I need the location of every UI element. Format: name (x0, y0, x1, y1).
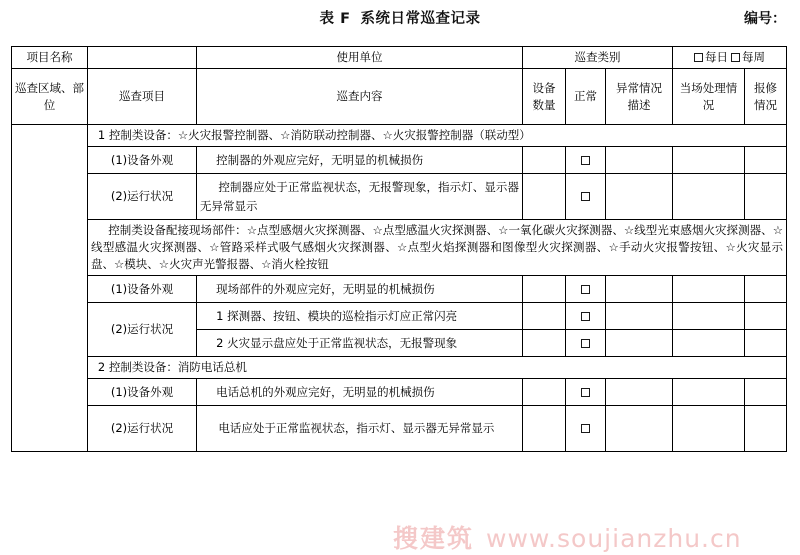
page-title (0, 8, 800, 30)
normal-checkbox-cell[interactable] (566, 330, 606, 357)
section-heading-0 (88, 125, 787, 147)
table-row (12, 303, 787, 330)
inspection-content (197, 406, 523, 452)
header-row-2 (12, 69, 787, 125)
normal-checkbox[interactable] (581, 388, 590, 397)
inspection-content-text: 电话应处于正常监视状态，指示灯、显示器无异常显示 (218, 421, 495, 435)
item-label: 巡查项目 (88, 69, 197, 125)
abnormal-label: 异常情况描述 (606, 69, 673, 125)
abnormal-value[interactable] (606, 174, 673, 220)
normal-checkbox[interactable] (581, 312, 590, 321)
inspection-content (197, 174, 523, 220)
patrol-category-label: 巡查类别 (523, 47, 673, 69)
inspection-item: (2)运行状况 (88, 174, 197, 220)
repair-value[interactable] (745, 303, 787, 330)
repair-label: 报修情况 (745, 69, 787, 125)
daily-checkbox[interactable] (694, 53, 703, 62)
inspection-content: 控制器的外观应完好，无明显的机械损伤 (197, 147, 523, 174)
watermark-brand: 搜建筑 (393, 524, 475, 553)
device-count-value[interactable] (523, 303, 566, 330)
table-row (12, 276, 787, 303)
document-number-label: 编号： (744, 11, 786, 27)
normal-checkbox-cell[interactable] (566, 147, 606, 174)
abnormal-value[interactable] (606, 406, 673, 452)
table-number: 表 F (319, 11, 351, 27)
abnormal-value[interactable] (606, 330, 673, 357)
abnormal-value[interactable] (606, 379, 673, 406)
onsite-value[interactable] (673, 406, 745, 452)
inspection-content: 1 探测器、按钮、模块的巡检指示灯应正常闪亮 (197, 303, 523, 330)
table-row (12, 406, 787, 452)
repair-value[interactable] (745, 147, 787, 174)
normal-checkbox-cell[interactable] (566, 303, 606, 330)
normal-checkbox-cell[interactable] (566, 406, 606, 452)
inspection-item: (1)设备外观 (88, 147, 197, 174)
normal-checkbox-cell[interactable] (566, 174, 606, 220)
onsite-value[interactable] (673, 303, 745, 330)
device-count-value[interactable] (523, 147, 566, 174)
section-heading-text: 控制类设备配接现场部件：☆点型感烟火灾探测器、☆点型感温火灾探测器、☆一氧化碳火灾探测器、☆线型光束感烟火灾探测器、☆线型感温火灾探测器、☆管路采样式吸气感烟火灾探测器、☆点型火焰探测器和图像型火灾探测器、☆手动火灾报警按钮、☆火灾显示盘、☆模块、☆火灾声光警报器、☆消火栓按钮 (91, 223, 784, 271)
abnormal-value[interactable] (606, 147, 673, 174)
onsite-value[interactable] (673, 147, 745, 174)
normal-checkbox[interactable] (581, 285, 590, 294)
device-count-value[interactable] (523, 276, 566, 303)
abnormal-value[interactable] (606, 276, 673, 303)
section-heading-text: 1 控制类设备：☆火灾报警控制器、☆消防联动控制器、☆火灾报警控制器（联动型） (97, 128, 531, 142)
section-heading-row (12, 220, 787, 276)
onsite-value[interactable] (673, 330, 745, 357)
abnormal-value[interactable] (606, 303, 673, 330)
inspection-item: (2)运行状况 (88, 303, 197, 357)
content-label: 巡查内容 (197, 69, 523, 125)
inspection-item: (1)设备外观 (88, 379, 197, 406)
repair-value[interactable] (745, 406, 787, 452)
device-count-value[interactable] (523, 406, 566, 452)
repair-value[interactable] (745, 174, 787, 220)
inspection-item: (2)运行状况 (88, 406, 197, 452)
table-row (12, 379, 787, 406)
title-text: 系统日常巡查记录 (360, 11, 481, 27)
table-row (12, 174, 787, 220)
watermark-url: www.soujianzhu.cn (486, 524, 742, 553)
weekly-checkbox[interactable] (731, 53, 740, 62)
section-heading-row (12, 357, 787, 379)
device-count-value[interactable] (523, 330, 566, 357)
daily-label: 每日 (705, 50, 729, 64)
frequency-cell[interactable] (673, 47, 787, 69)
normal-checkbox[interactable] (581, 424, 590, 433)
onsite-value[interactable] (673, 379, 745, 406)
normal-checkbox[interactable] (581, 339, 590, 348)
inspection-content-text: 控制器应处于正常监视状态，无报警现象，指示灯、显示器无异常显示 (200, 179, 519, 213)
inspection-item: (1)设备外观 (88, 276, 197, 303)
watermark (393, 519, 742, 555)
use-unit-label: 使用单位 (197, 47, 523, 69)
normal-label: 正常 (566, 69, 606, 125)
title-row (0, 8, 800, 34)
inspection-record-table (11, 46, 787, 452)
project-name-value[interactable] (88, 47, 197, 69)
device-count-value[interactable] (523, 174, 566, 220)
section-heading-1 (88, 220, 787, 276)
normal-checkbox-cell[interactable] (566, 276, 606, 303)
section-heading-text: 2 控制类设备：消防电话总机 (97, 360, 247, 374)
repair-value[interactable] (745, 276, 787, 303)
area-value-cell[interactable] (12, 125, 88, 452)
repair-value[interactable] (745, 330, 787, 357)
inspection-content: 电话总机的外观应完好，无明显的机械损伤 (197, 379, 523, 406)
device-count-label: 设备数量 (523, 69, 566, 125)
body-first-row (12, 125, 787, 147)
inspection-content: 现场部件的外观应完好，无明显的机械损伤 (197, 276, 523, 303)
onsite-value[interactable] (673, 174, 745, 220)
header-row-1 (12, 47, 787, 69)
onsite-label: 当场处理情况 (673, 69, 745, 125)
normal-checkbox-cell[interactable] (566, 379, 606, 406)
section-heading-2 (88, 357, 787, 379)
table-row (12, 147, 787, 174)
repair-value[interactable] (745, 379, 787, 406)
inspection-content: 2 火灾显示盘应处于正常监视状态，无报警现象 (197, 330, 523, 357)
normal-checkbox[interactable] (581, 156, 590, 165)
project-name-label: 项目名称 (12, 47, 88, 69)
normal-checkbox[interactable] (581, 192, 590, 201)
weekly-label: 每周 (742, 50, 766, 64)
area-label: 巡查区域、部位 (12, 69, 88, 125)
device-count-value[interactable] (523, 379, 566, 406)
onsite-value[interactable] (673, 276, 745, 303)
